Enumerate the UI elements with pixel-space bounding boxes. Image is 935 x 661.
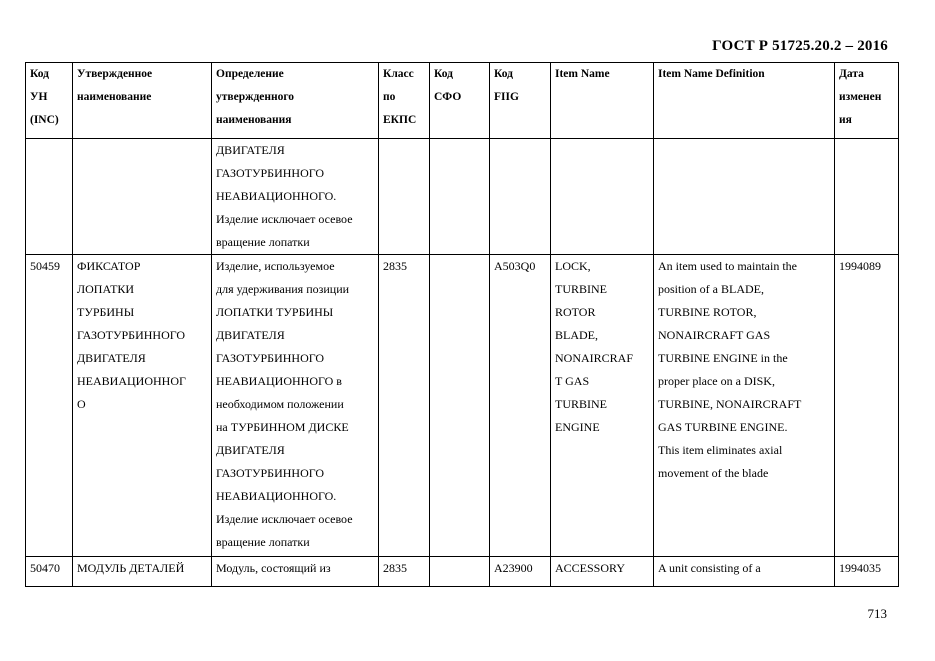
table-header-row [26, 63, 899, 139]
cell-definition: Изделие, используемое для удерживания позиции ЛОПАТКИ ТУРБИНЫ ДВИГАТЕЛЯ ГАЗОТУРБИННОГО НЕАВИАЦИОННОГО в необходимом положении на ТУРБИННОМ ДИСКЕ ДВИГАТЕЛЯ ГАЗОТУРБИННОГО НЕАВИАЦИОННОГО. Изделие исключает осевое вращение лопатки [212, 255, 379, 557]
cell-item-name-definition: A unit consisting of a [654, 557, 835, 587]
cell-fiig: A503Q0 [490, 255, 551, 557]
cell-sfo [430, 255, 490, 557]
items-table [25, 62, 899, 587]
cell-fiig: A23900 [490, 557, 551, 587]
cell-class [379, 139, 430, 255]
cell-fiig [490, 139, 551, 255]
cell-approved-name: МОДУЛЬ ДЕТАЛЕЙ [73, 557, 212, 587]
cell-item-name: ACCESSORY [551, 557, 654, 587]
col-header-approved-name: Утвержденное наименование [73, 63, 212, 139]
cell-definition: ДВИГАТЕЛЯ ГАЗОТУРБИННОГО НЕАВИАЦИОННОГО. Изделие исключает осевое вращение лопатки [212, 139, 379, 255]
cell-sfo [430, 557, 490, 587]
cell-change-date: 1994089 [835, 255, 899, 557]
cell-class: 2835 [379, 255, 430, 557]
col-header-sfo: Код СФО [430, 63, 490, 139]
col-header-fiig: Код FIIG [490, 63, 551, 139]
col-header-item-name: Item Name [551, 63, 654, 139]
col-header-item-name-definition: Item Name Definition [654, 63, 835, 139]
cell-inc: 50470 [26, 557, 73, 587]
cell-sfo [430, 139, 490, 255]
col-header-change-date: Дата изменен ия [835, 63, 899, 139]
cell-inc [26, 139, 73, 255]
cell-item-name-definition [654, 139, 835, 255]
cell-item-name-definition: An item used to maintain the position of a BLADE, TURBINE ROTOR, NONAIRCRAFT GAS TURBINE ENGINE in the proper place on a DISK, TURBINE, NONAIRCRAFT GAS TURBINE ENGINE. This item eliminates axial movement of the blade [654, 255, 835, 557]
cell-class: 2835 [379, 557, 430, 587]
cell-change-date: 1994035 [835, 557, 899, 587]
cell-definition: Модуль, состоящий из [212, 557, 379, 587]
cell-change-date [835, 139, 899, 255]
cell-approved-name: ФИКСАТОР ЛОПАТКИ ТУРБИНЫ ГАЗОТУРБИННОГО ДВИГАТЕЛЯ НЕАВИАЦИОННОГ О [73, 255, 212, 557]
col-header-definition: Определение утвержденного наименования [212, 63, 379, 139]
table-row [26, 557, 899, 587]
cell-approved-name [73, 139, 212, 255]
table-row [26, 139, 899, 255]
document-header: ГОСТ Р 51725.20.2 – 2016 [712, 38, 888, 54]
col-header-class: Класс по ЕКПС [379, 63, 430, 139]
cell-item-name [551, 139, 654, 255]
col-header-inc: Код УН (INC) [26, 63, 73, 139]
cell-item-name: LOCK, TURBINE ROTOR BLADE, NONAIRCRAF T GAS TURBINE ENGINE [551, 255, 654, 557]
table-row [26, 255, 899, 557]
cell-inc: 50459 [26, 255, 73, 557]
page-number: 713 [867, 606, 887, 621]
